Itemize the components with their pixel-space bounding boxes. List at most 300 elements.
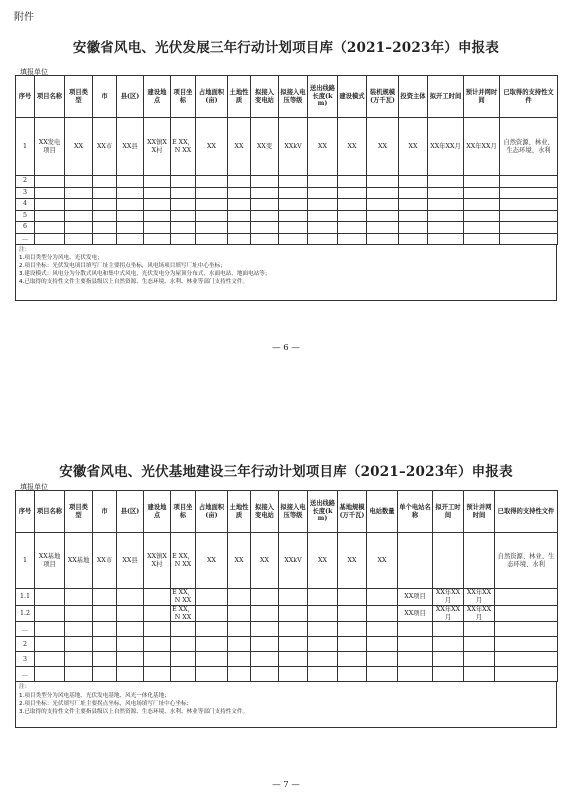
table-cell: XX	[228, 533, 251, 589]
table-cell: XX镇XX村	[144, 118, 171, 176]
table-cell	[196, 589, 228, 606]
table-cell	[433, 667, 464, 682]
table-cell	[171, 622, 196, 637]
table-cell	[279, 652, 308, 667]
column-header: 土地性质	[228, 76, 251, 118]
table-cell: 5	[16, 210, 35, 222]
table-cell	[251, 652, 279, 667]
table-cell	[35, 589, 65, 606]
table-cell: E XX，N XX	[172, 589, 194, 604]
table-cell	[117, 199, 144, 211]
table-cell	[196, 222, 228, 234]
table-cell: XX县	[117, 533, 144, 589]
table-cell	[35, 222, 65, 234]
column-header: 县(区)	[117, 491, 144, 533]
table-cell	[433, 652, 464, 667]
table-cell	[171, 222, 196, 234]
table-cell	[117, 667, 144, 682]
table-cell	[251, 637, 279, 652]
table-cell	[228, 187, 251, 199]
table-cell	[399, 187, 428, 199]
table-cell	[464, 176, 500, 188]
table-cell	[65, 589, 93, 606]
table-cell	[428, 199, 464, 211]
table-cell	[117, 622, 144, 637]
table-cell: XXkV	[279, 118, 308, 176]
table-cell	[338, 176, 367, 188]
table-cell: XX年XX月	[433, 605, 464, 622]
table-cell	[308, 176, 338, 188]
column-header: 土地性质	[228, 491, 251, 533]
table-cell	[308, 222, 338, 234]
table-cell: 自然资源、林业、生态环境、水利	[495, 533, 558, 589]
table-cell: ...	[16, 622, 35, 637]
table-row	[16, 533, 558, 589]
table-cell	[279, 589, 308, 606]
table-cell	[495, 637, 558, 652]
table-cell	[65, 187, 93, 199]
table-cell	[35, 199, 65, 211]
table-cell	[428, 176, 464, 188]
table-cell	[308, 210, 338, 222]
table-cell: 1.2	[16, 605, 35, 622]
table-cell: XX	[338, 118, 367, 176]
table-cell	[338, 210, 367, 222]
table1-title: 安徽省风电、光伏发展三年行动计划项目库（2021–2023年）申报表	[72, 40, 500, 56]
table-cell	[428, 187, 464, 199]
table-cell	[196, 187, 228, 199]
table-cell: XX年XX月	[464, 118, 500, 176]
table-cell: 3	[16, 187, 35, 199]
column-header: 序号	[16, 491, 35, 533]
column-header: 预计并网时间	[464, 491, 495, 533]
table-cell	[279, 176, 308, 188]
table-cell	[367, 233, 399, 245]
column-header: 项目坐标	[171, 76, 196, 118]
table-cell	[279, 605, 308, 622]
table-cell	[228, 637, 251, 652]
table-cell: XX项目	[398, 589, 433, 606]
table-cell	[367, 667, 398, 682]
table-row	[16, 210, 558, 222]
table-cell	[308, 652, 338, 667]
table-row	[16, 222, 558, 234]
column-header: 序号	[16, 76, 35, 118]
table-cell	[500, 187, 558, 199]
table-cell	[196, 652, 228, 667]
project-application-table-2	[15, 490, 558, 682]
table-cell	[338, 652, 367, 667]
note-line: 1.项目类型分为风电、光伏发电；	[19, 255, 103, 262]
column-header: 已取得的支持性文件	[495, 491, 558, 533]
table-cell	[228, 210, 251, 222]
note-line: 注：	[19, 247, 31, 253]
table-row	[16, 233, 558, 245]
table-cell	[65, 667, 93, 682]
table-cell	[228, 199, 251, 211]
table-cell	[464, 233, 500, 245]
column-header: 投资主体	[399, 76, 428, 118]
table-cell	[144, 605, 171, 622]
table-cell: XX县	[117, 118, 144, 176]
table-cell: 1	[16, 118, 35, 176]
table-cell	[251, 187, 279, 199]
table-cell	[65, 233, 93, 245]
table-cell: XX	[308, 533, 338, 589]
note-line: 3.建设模式：风电分为分散式风电和集中式风电，光伏发电分为屋顶分布式、水面电站、地面电站等；	[19, 271, 271, 278]
table-cell	[338, 667, 367, 682]
table-cell	[367, 637, 398, 652]
table-cell	[228, 589, 251, 606]
table-cell	[398, 637, 433, 652]
table-cell	[228, 667, 251, 682]
table2-notes	[15, 682, 557, 728]
table-cell	[171, 652, 196, 667]
table-cell	[35, 652, 65, 667]
table-cell	[93, 187, 117, 199]
note-line: 3.已取得的支持性文件主要指县级以上自然资源、生态环境、水利、林业等部门支持性文件。	[19, 708, 249, 715]
table-cell	[35, 637, 65, 652]
table-cell	[65, 199, 93, 211]
table-cell	[464, 210, 500, 222]
table-cell	[93, 622, 117, 637]
table-cell	[117, 605, 144, 622]
table-cell: XX	[338, 533, 367, 589]
table-cell	[228, 605, 251, 622]
table-cell: 1.1	[16, 589, 35, 606]
table-cell	[308, 622, 338, 637]
table-cell	[279, 210, 308, 222]
column-header: 建设地点	[144, 491, 171, 533]
table-cell	[196, 210, 228, 222]
table-cell	[35, 210, 65, 222]
table-cell	[117, 589, 144, 606]
table-cell	[144, 589, 171, 606]
table-row	[16, 199, 558, 211]
table-cell	[500, 176, 558, 188]
table-cell	[428, 222, 464, 234]
column-header: 拟接入电压等级	[279, 76, 308, 118]
table-cell	[495, 589, 558, 606]
table-cell	[495, 605, 558, 622]
table-cell: 2	[16, 176, 35, 188]
table-cell: XX基地	[65, 533, 93, 589]
table-cell	[279, 222, 308, 234]
table-cell: XX	[228, 118, 251, 176]
table-cell	[338, 589, 367, 606]
column-header: 县(区)	[117, 76, 144, 118]
table-cell: XX	[65, 118, 93, 176]
table-cell	[500, 210, 558, 222]
table-cell	[228, 222, 251, 234]
column-header: 项目名称	[35, 491, 65, 533]
table-cell	[65, 652, 93, 667]
table-cell	[399, 222, 428, 234]
column-header: 市	[93, 76, 117, 118]
table-cell	[144, 187, 171, 199]
table-cell: 2	[16, 637, 35, 652]
table-cell	[464, 652, 495, 667]
table-row	[16, 176, 558, 188]
table-cell: 自然资源、林业、生态环境、水利	[500, 118, 558, 176]
table-cell	[399, 210, 428, 222]
table-cell: ...	[16, 233, 35, 245]
table-cell	[251, 667, 279, 682]
table2-block	[15, 490, 557, 728]
table-cell	[117, 176, 144, 188]
table-cell: XX年XX月	[464, 589, 495, 606]
table-cell	[251, 210, 279, 222]
table-cell: XX	[251, 533, 279, 589]
table-row	[16, 652, 558, 667]
table-cell	[65, 605, 93, 622]
table-header-row	[16, 491, 558, 533]
table-cell	[251, 199, 279, 211]
table-cell	[117, 637, 144, 652]
table-cell: XX镇XX村	[144, 533, 171, 589]
table-row	[16, 589, 558, 606]
table-cell	[367, 187, 399, 199]
table-cell: XX变	[251, 118, 279, 176]
table-cell	[93, 222, 117, 234]
table-cell	[500, 199, 558, 211]
table-row	[16, 605, 558, 622]
table-cell	[338, 187, 367, 199]
table-cell	[367, 222, 399, 234]
table-cell	[308, 233, 338, 245]
table-cell: XX年XX月	[433, 589, 464, 606]
column-header: 拟接入变电站	[251, 491, 279, 533]
table-cell	[117, 210, 144, 222]
column-header: 占地面积(亩)	[196, 491, 228, 533]
table-cell	[228, 233, 251, 245]
table-cell	[399, 233, 428, 245]
column-header: 拟开工时间	[428, 76, 464, 118]
table-cell	[398, 622, 433, 637]
table-cell	[464, 187, 500, 199]
table-cell	[35, 187, 65, 199]
table-cell: XX	[196, 533, 228, 589]
column-header: 装机规模(万千瓦)	[367, 76, 399, 118]
table-cell	[144, 622, 171, 637]
table1-block	[15, 75, 557, 301]
table-cell	[144, 199, 171, 211]
table-cell	[338, 199, 367, 211]
table-cell	[117, 652, 144, 667]
table-cell	[279, 637, 308, 652]
table-cell	[171, 637, 196, 652]
table-cell	[251, 622, 279, 637]
table2-title: 安徽省风电、光伏基地建设三年行动计划项目库（2021–2023年）申报表	[59, 464, 513, 480]
table-cell: E XX，N XX	[171, 533, 196, 589]
table-row	[16, 637, 558, 652]
table-cell: XX	[308, 118, 338, 176]
table-cell	[144, 233, 171, 245]
table-cell	[196, 637, 228, 652]
table-cell	[464, 622, 495, 637]
table-cell	[93, 652, 117, 667]
note-line: 2.项目坐标：光伏填写厂址主要拐点坐标，风电场填写厂址中心坐标；	[19, 700, 193, 707]
table-row	[16, 622, 558, 637]
table-cell	[367, 176, 399, 188]
table-header-row	[16, 76, 558, 118]
table-cell	[251, 589, 279, 606]
table-cell	[144, 667, 171, 682]
table-cell	[428, 233, 464, 245]
table-cell	[65, 622, 93, 637]
table-cell	[338, 233, 367, 245]
table-cell: XX	[367, 118, 399, 176]
table-cell	[464, 637, 495, 652]
table-cell	[279, 199, 308, 211]
table-cell	[495, 667, 558, 682]
note-line: 4.已取得的支持性文件主要指县级以上自然资源、生态环境、水利、林业等部门支持性文件。	[19, 279, 249, 286]
table-cell	[308, 187, 338, 199]
note-line: 注：	[19, 684, 31, 691]
page-number-6: — 6 —	[272, 343, 300, 353]
column-header: 项目类型	[65, 491, 93, 533]
table-cell	[144, 210, 171, 222]
table-cell	[196, 233, 228, 245]
table-cell	[35, 622, 65, 637]
table-cell	[171, 176, 196, 188]
column-header: 市	[93, 491, 117, 533]
table-cell	[433, 622, 464, 637]
table-cell: 3	[16, 652, 35, 667]
table-cell	[35, 176, 65, 188]
table-cell	[93, 199, 117, 211]
column-header: 单个电站名称	[398, 491, 433, 533]
column-header: 送出线路长度(km)	[308, 76, 338, 118]
table-cell	[117, 222, 144, 234]
table-cell	[464, 667, 495, 682]
column-header: 项目坐标	[171, 491, 196, 533]
table-cell	[196, 667, 228, 682]
table-cell	[144, 637, 171, 652]
column-header: 预计并网时间	[464, 76, 500, 118]
table-cell	[171, 210, 196, 222]
table-cell: XX年XX月	[464, 605, 495, 622]
table-cell	[65, 176, 93, 188]
table-cell	[228, 652, 251, 667]
table-cell	[196, 199, 228, 211]
table-cell	[367, 199, 399, 211]
table-cell	[171, 199, 196, 211]
table-cell: XX市	[93, 533, 117, 589]
table-cell	[308, 199, 338, 211]
table-cell	[93, 637, 117, 652]
table-cell	[398, 667, 433, 682]
table-cell: XX项目	[398, 605, 433, 622]
table-cell: XX	[399, 118, 428, 176]
table-cell	[144, 222, 171, 234]
table-cell	[65, 222, 93, 234]
table-cell	[399, 199, 428, 211]
table-cell	[144, 652, 171, 667]
column-header: 已取得的支持性文件	[500, 76, 558, 118]
table-cell: 4	[16, 199, 35, 211]
table-cell	[338, 222, 367, 234]
table-cell	[93, 233, 117, 245]
attachment-label: 附件	[14, 12, 34, 23]
column-header: 拟开工时间	[433, 491, 464, 533]
table-cell	[433, 637, 464, 652]
table-cell	[338, 622, 367, 637]
table-cell	[398, 533, 433, 589]
table-cell	[464, 199, 500, 211]
column-header: 基地规模(万千瓦)	[338, 491, 367, 533]
table-cell	[495, 622, 558, 637]
table-cell	[338, 605, 367, 622]
table-cell	[93, 210, 117, 222]
table-cell	[464, 533, 495, 589]
column-header: 拟接入电压等级	[279, 491, 308, 533]
table-cell	[93, 605, 117, 622]
table-cell	[500, 233, 558, 245]
table-cell	[228, 622, 251, 637]
table-row	[16, 667, 558, 682]
table-cell	[171, 187, 196, 199]
table-cell	[367, 605, 398, 622]
table-cell	[93, 589, 117, 606]
table-cell: E XX，N XX	[171, 118, 196, 176]
table-cell	[144, 176, 171, 188]
table-cell: E XX，N XX	[172, 605, 194, 621]
project-application-table-1	[15, 75, 558, 245]
table-cell	[500, 222, 558, 234]
table-cell	[196, 176, 228, 188]
column-header: 建设模式	[338, 76, 367, 118]
column-header: 建设地点	[144, 76, 171, 118]
column-header: 占地面积(亩)	[196, 76, 228, 118]
table-cell: XX基地项目	[35, 533, 65, 589]
table2-fill-unit-label: 填报单位	[20, 483, 48, 491]
table-cell	[367, 210, 399, 222]
table-cell	[117, 233, 144, 245]
table-cell: XX年XX月	[428, 118, 464, 176]
table-cell	[251, 222, 279, 234]
table-cell: 6	[16, 222, 35, 234]
table-cell: ...	[16, 667, 35, 682]
table-cell: XX	[367, 533, 398, 589]
table-cell	[308, 589, 338, 606]
column-header: 项目名称	[35, 76, 65, 118]
table-cell	[279, 667, 308, 682]
page-number-7: — 7 —	[272, 780, 300, 790]
table-cell: XX	[196, 118, 228, 176]
table-cell	[433, 533, 464, 589]
table-cell	[65, 637, 93, 652]
table-cell	[428, 210, 464, 222]
table-row	[16, 187, 558, 199]
table-cell	[399, 176, 428, 188]
table-cell	[398, 652, 433, 667]
table-cell	[35, 667, 65, 682]
table-cell	[117, 187, 144, 199]
table-cell	[279, 233, 308, 245]
table-cell	[367, 622, 398, 637]
column-header: 拟接入变电站	[251, 76, 279, 118]
table-cell	[338, 637, 367, 652]
table-cell	[196, 622, 228, 637]
table1-notes	[15, 245, 557, 301]
table-cell	[308, 637, 338, 652]
column-header: 电站数量	[367, 491, 398, 533]
table-cell	[93, 176, 117, 188]
table1-fill-unit-label: 填报单位	[20, 68, 48, 76]
table-cell: 1	[16, 533, 35, 589]
table-cell	[35, 605, 65, 622]
